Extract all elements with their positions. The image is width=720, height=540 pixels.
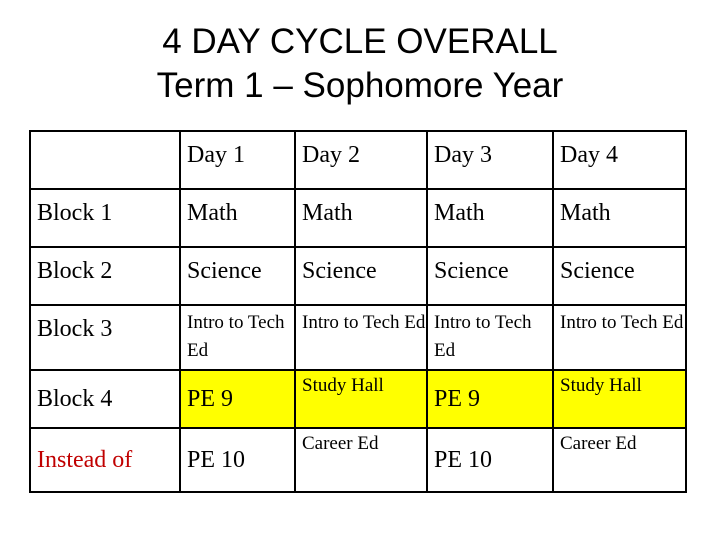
table-row [30, 428, 686, 492]
header-cell-empty [30, 131, 180, 189]
table-cell: Math [180, 189, 295, 247]
table-cell: Science [427, 247, 553, 305]
table-cell: Career Ed [553, 428, 686, 492]
table-row [30, 305, 686, 370]
table-cell-highlighted: PE 9 [427, 370, 553, 428]
table-cell: Intro to Tech Ed [295, 305, 427, 370]
table-cell: Intro to Tech Ed [180, 305, 295, 370]
table-cell: Math [427, 189, 553, 247]
header-day-2: Day 2 [295, 131, 427, 189]
table-cell: PE 10 [427, 428, 553, 492]
table-row [30, 247, 686, 305]
table-cell-highlighted: PE 9 [180, 370, 295, 428]
header-day-1: Day 1 [180, 131, 295, 189]
table-cell: Intro to Tech Ed [553, 305, 686, 370]
header-day-4: Day 4 [553, 131, 686, 189]
table-row [30, 189, 686, 247]
table-cell: Intro to Tech Ed [427, 305, 553, 370]
title-line-1: 4 DAY CYCLE OVERALL [162, 22, 558, 61]
table-cell: Science [295, 247, 427, 305]
schedule-table [29, 130, 687, 493]
table-cell-highlighted: Study Hall [553, 370, 686, 428]
table-cell: PE 10 [180, 428, 295, 492]
table-cell: Science [553, 247, 686, 305]
table-cell: Math [295, 189, 427, 247]
title-line-2: Term 1 – Sophomore Year [156, 66, 564, 105]
row-label-block-1: Block 1 [30, 189, 180, 247]
slide-title [0, 20, 720, 108]
table-cell: Math [553, 189, 686, 247]
header-row [30, 131, 686, 189]
row-label-block-2: Block 2 [30, 247, 180, 305]
row-label-instead-of: Instead of [30, 428, 180, 492]
row-label-block-3: Block 3 [30, 305, 180, 370]
table-row [30, 370, 686, 428]
table-cell: Career Ed [295, 428, 427, 492]
table-cell-highlighted: Study Hall [295, 370, 427, 428]
table-cell: Science [180, 247, 295, 305]
header-day-3: Day 3 [427, 131, 553, 189]
row-label-block-4: Block 4 [30, 370, 180, 428]
